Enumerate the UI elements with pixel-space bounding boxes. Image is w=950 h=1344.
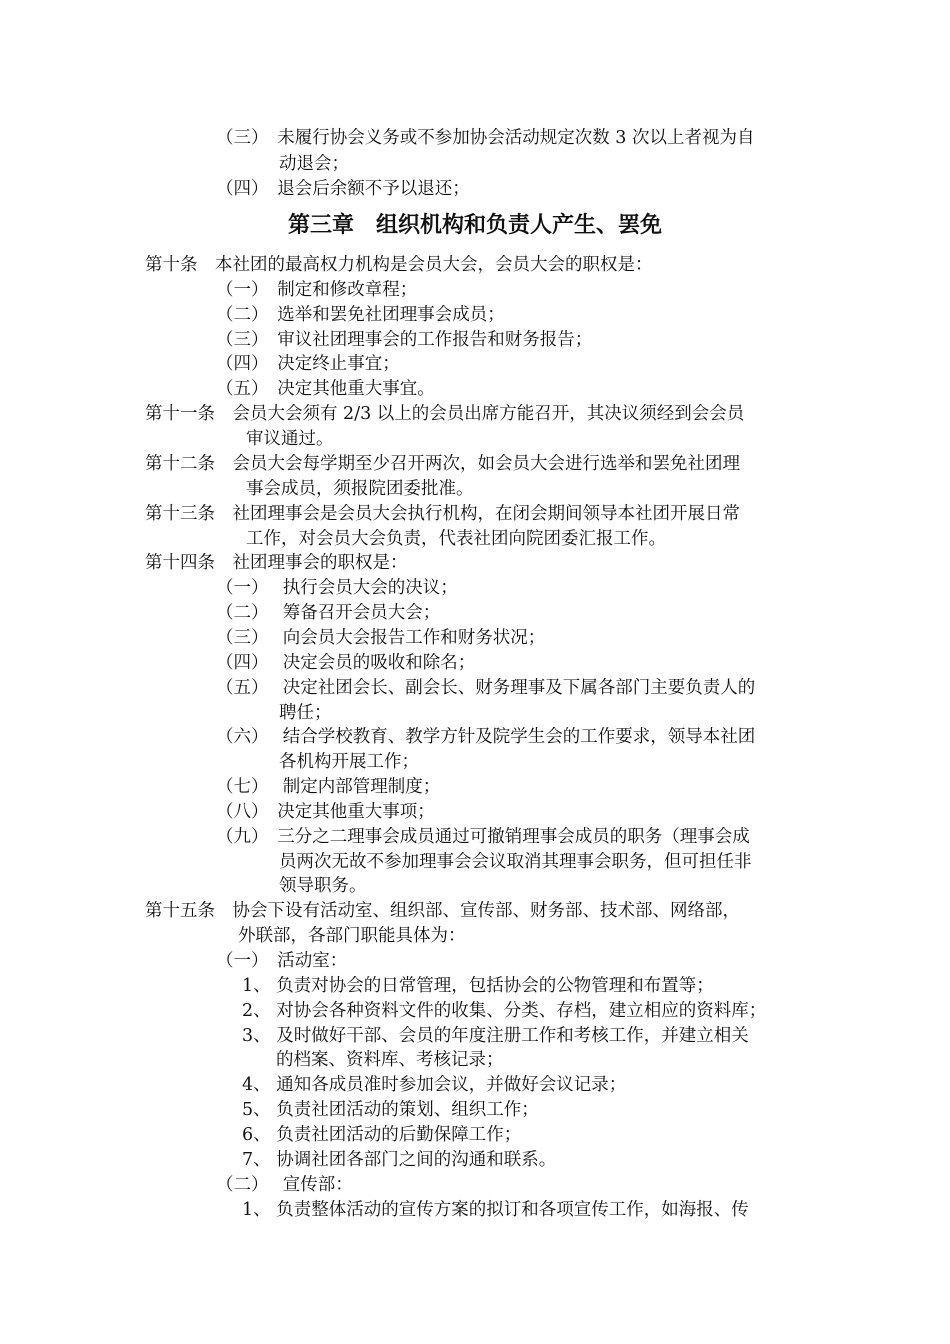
- text-line: 1、 负责整体活动的宣传方案的拟订和各项宣传工作，如海报、传: [242, 1200, 749, 1220]
- text-line: 审议通过。: [246, 429, 334, 449]
- text-line: （七） 制定内部管理制度；: [216, 777, 441, 797]
- text-line: （四） 决定终止事宜；: [216, 354, 400, 374]
- chapter-heading: 第三章 组织机构和负责人产生、罢免: [287, 213, 662, 238]
- text-line: （三） 审议社团理事会的工作报告和财务报告；: [216, 330, 593, 350]
- article-line: 第十二条 会员大会每学期至少召开两次，如会员大会进行选举和罢免社团理: [145, 454, 740, 474]
- text-line: （五） 决定其他重大事宜。: [216, 379, 435, 399]
- text-line: 各机构开展工作；: [279, 752, 419, 772]
- text-line: 领导职务。: [279, 876, 367, 896]
- text-line: （二） 选举和罢免社团理事会成员；: [216, 305, 505, 325]
- text-line: 动退会；: [279, 154, 349, 174]
- article-line: 第十四条 社团理事会的职权是：: [145, 553, 408, 573]
- text-line: 7、 协调社团各部门之间的沟通和联系。: [242, 1150, 557, 1170]
- text-line: （四） 决定会员的吸收和除名；: [216, 653, 476, 673]
- text-line: （一） 制定和修改章程；: [216, 280, 418, 300]
- text-line: 聘任；: [279, 703, 332, 723]
- text-line: 5、 负责社团活动的策划、组织工作；: [242, 1100, 539, 1120]
- text-line: 外联部，各部门职能具体为：: [238, 926, 466, 946]
- text-line: 1、 负责对协会的日常管理，包括协会的公物管理和布置等；: [242, 976, 714, 996]
- article-line: 第十五条 协会下设有活动室、组织部、宣传部、财务部、技术部、网络部，: [145, 901, 740, 921]
- text-line: （三） 未履行协会义务或不参加协会活动规定次数 3 次以上者视为自: [216, 128, 755, 148]
- text-line: （一） 活动室：: [216, 951, 348, 971]
- text-line: （八） 决定其他重大事项；: [216, 802, 435, 822]
- text-line: （六） 结合学校教育、教学方针及院学生会的工作要求，领导本社团: [216, 727, 756, 747]
- text-line: 的档案、资料库、考核记录；: [276, 1050, 504, 1070]
- text-line: （二） 宣传部：: [216, 1175, 353, 1195]
- text-line: 事会成员，须报院团委批准。: [246, 479, 474, 499]
- text-line: 2、 对协会各种资料文件的收集、分类、存档，建立相应的资料库；: [242, 1001, 767, 1021]
- text-line: 员两次无故不参加理事会会议取消其理事会职务，但可担任非: [279, 852, 752, 872]
- text-line: （二） 筹备召开会员大会；: [216, 603, 441, 623]
- text-line: 3、 及时做好干部、会员的年度注册工作和考核工作，并建立相关: [242, 1026, 749, 1046]
- text-line: （一） 执行会员大会的决议；: [216, 578, 458, 598]
- text-line: （三） 向会员大会报告工作和财务状况；: [216, 628, 546, 648]
- text-line: （四） 退会后余额不予以退还；: [216, 179, 470, 199]
- article-line: 第十一条 会员大会须有 2/3 以上的会员出席方能召开，其决议须经到会会员: [145, 404, 745, 424]
- text-line: 6、 负责社团活动的后勤保障工作；: [242, 1125, 522, 1145]
- text-line: 工作，对会员大会负责，代表社团向院团委汇报工作。: [246, 529, 666, 549]
- text-line: （九） 三分之二理事会成员通过可撤销理事会成员的职务（理事会成: [216, 827, 750, 847]
- text-line: 4、 通知各成员准时参加会议，并做好会议记录；: [242, 1075, 627, 1095]
- article-line: 第十条 本社团的最高权力机构是会员大会，会员大会的职权是：: [145, 255, 653, 275]
- article-line: 第十三条 社团理事会是会员大会执行机构，在闭会期间领导本社团开展日常: [145, 504, 740, 524]
- text-line: （五） 决定社团会长、副会长、财务理事及下属各部门主要负责人的: [216, 678, 756, 698]
